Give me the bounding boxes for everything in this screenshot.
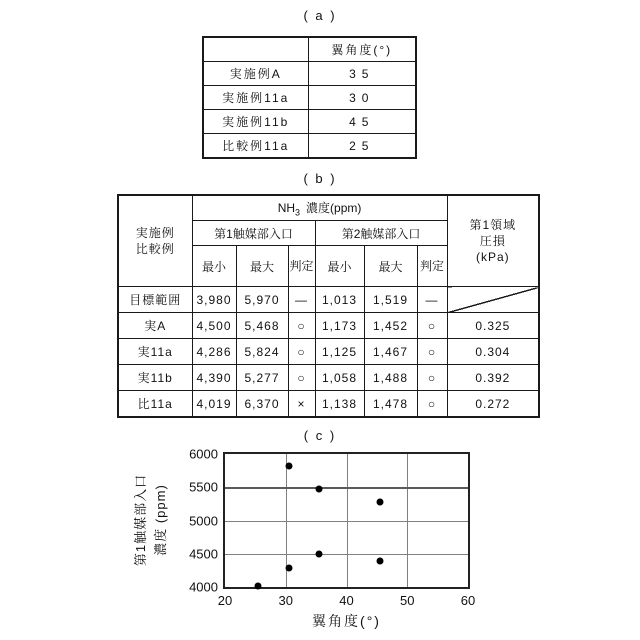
y-tick-label: 6000 — [189, 446, 218, 462]
caption-a: ( a ) — [303, 8, 337, 23]
table-row — [118, 287, 539, 313]
judge-header: 判定 — [288, 246, 315, 287]
x-tick-label: 30 — [278, 593, 293, 608]
min-header: 最小 — [192, 246, 236, 287]
x-axis-ticks — [217, 593, 476, 609]
y-tick-label: 5000 — [189, 513, 218, 528]
table-row — [118, 313, 539, 339]
nh3-suffix: 濃度(ppm) — [306, 200, 362, 215]
horizontal-gridline — [225, 554, 468, 555]
table-a-row-label: 実施例11b — [203, 110, 308, 134]
row-header-line2: 比較例 — [135, 242, 175, 256]
judge-cell: — — [417, 287, 447, 313]
data-point — [316, 486, 323, 493]
table-a — [202, 36, 417, 159]
nh3-prefix: NH — [277, 200, 296, 215]
loss-header-line3: (kPa) — [475, 250, 510, 264]
table-a-cell: 30 — [308, 86, 416, 110]
table-a-corner-cell — [203, 37, 308, 62]
table-cell: 0.272 — [447, 391, 539, 418]
plot-area — [223, 452, 470, 589]
judge-header: 判定 — [417, 246, 447, 287]
table-cell: 4,286 — [192, 339, 236, 365]
judge-cell: × — [288, 391, 315, 418]
table-cell: 4,500 — [192, 313, 236, 339]
nh3-concentration-header — [192, 195, 447, 221]
table-cell: 1,452 — [364, 313, 417, 339]
judge-cell: ○ — [417, 313, 447, 339]
table-cell: 1,467 — [364, 339, 417, 365]
table-cell: 5,468 — [236, 313, 288, 339]
y-tick-label: 4000 — [189, 579, 218, 595]
table-a-cell: 25 — [308, 134, 416, 159]
max-header: 最大 — [236, 246, 288, 287]
y-axis-ticks — [168, 446, 218, 595]
horizontal-gridline — [225, 487, 468, 489]
y-axis-title-line1: 第1触媒部入口 — [133, 473, 148, 567]
table-cell: 0.392 — [447, 365, 539, 391]
x-tick-label: 50 — [400, 593, 415, 608]
row-label: 目標範囲 — [118, 287, 192, 313]
x-tick-label: 40 — [339, 593, 354, 608]
caption-b: ( b ) — [303, 171, 337, 186]
table-a-row-label: 実施例11a — [203, 86, 308, 110]
row-label: 実A — [118, 313, 192, 339]
table-row — [118, 339, 539, 365]
table-a-row-label: 比較例11a — [203, 134, 308, 159]
data-point — [376, 558, 383, 565]
table-row — [118, 365, 539, 391]
table-cell: 4,390 — [192, 365, 236, 391]
y-tick-label: 5500 — [189, 479, 218, 495]
y-tick-label: 4500 — [189, 546, 218, 562]
table-cell: 1,058 — [315, 365, 364, 391]
table-cell: 3,980 — [192, 287, 236, 313]
data-point — [285, 462, 292, 469]
pressure-loss-header — [447, 195, 539, 287]
table-cell: 1,519 — [364, 287, 417, 313]
x-tick-label: 60 — [460, 593, 476, 608]
judge-cell: ○ — [288, 313, 315, 339]
min-header: 最小 — [315, 246, 364, 287]
table-cell: 1,173 — [315, 313, 364, 339]
row-label: 実11b — [118, 365, 192, 391]
row-label: 実11a — [118, 339, 192, 365]
judge-cell: ○ — [417, 339, 447, 365]
judge-cell: ○ — [417, 391, 447, 418]
table-b — [117, 194, 540, 418]
table-cell: 1,138 — [315, 391, 364, 418]
table-row — [118, 391, 539, 418]
horizontal-gridline — [225, 521, 468, 522]
data-point — [255, 582, 262, 589]
table-a-header-wing-angle: 翼角度(°) — [308, 37, 416, 62]
table-cell: 0.304 — [447, 339, 539, 365]
table-cell: 1,488 — [364, 365, 417, 391]
table-cell: 1,013 — [315, 287, 364, 313]
table-cell: 1,478 — [364, 391, 417, 418]
catalyst1-inlet-header: 第1触媒部入口 — [192, 221, 315, 246]
judge-cell: ○ — [288, 365, 315, 391]
judge-cell: — — [288, 287, 315, 313]
diagonal-cell — [447, 287, 539, 313]
table-cell: 1,125 — [315, 339, 364, 365]
row-label: 比11a — [118, 391, 192, 418]
data-point — [285, 564, 292, 571]
data-point — [376, 499, 383, 506]
x-axis-title: 翼角度(°) — [312, 613, 381, 629]
data-point — [316, 550, 323, 557]
row-header-line1: 実施例 — [135, 226, 175, 240]
catalyst2-inlet-header: 第2触媒部入口 — [315, 221, 447, 246]
loss-header-line2: 圧損 — [479, 234, 506, 248]
table-a-cell: 35 — [308, 62, 416, 86]
table-a-cell: 45 — [308, 110, 416, 134]
x-tick-label: 20 — [217, 593, 233, 608]
table-cell: 6,370 — [236, 391, 288, 418]
table-cell: 0.325 — [447, 313, 539, 339]
table-a-row-label: 実施例A — [203, 62, 308, 86]
judge-cell: ○ — [417, 365, 447, 391]
caption-c: ( c ) — [303, 428, 337, 443]
table-b-row-header — [118, 195, 192, 287]
judge-cell: ○ — [288, 339, 315, 365]
table-cell: 4,019 — [192, 391, 236, 418]
nh3-subscript: 3 — [295, 207, 301, 218]
y-axis-title-line2: 濃度 (ppm) — [153, 484, 168, 556]
table-cell: 5,277 — [236, 365, 288, 391]
max-header: 最大 — [364, 246, 417, 287]
table-cell: 5,970 — [236, 287, 288, 313]
table-cell: 5,824 — [236, 339, 288, 365]
loss-header-line1: 第1領域 — [469, 218, 517, 232]
